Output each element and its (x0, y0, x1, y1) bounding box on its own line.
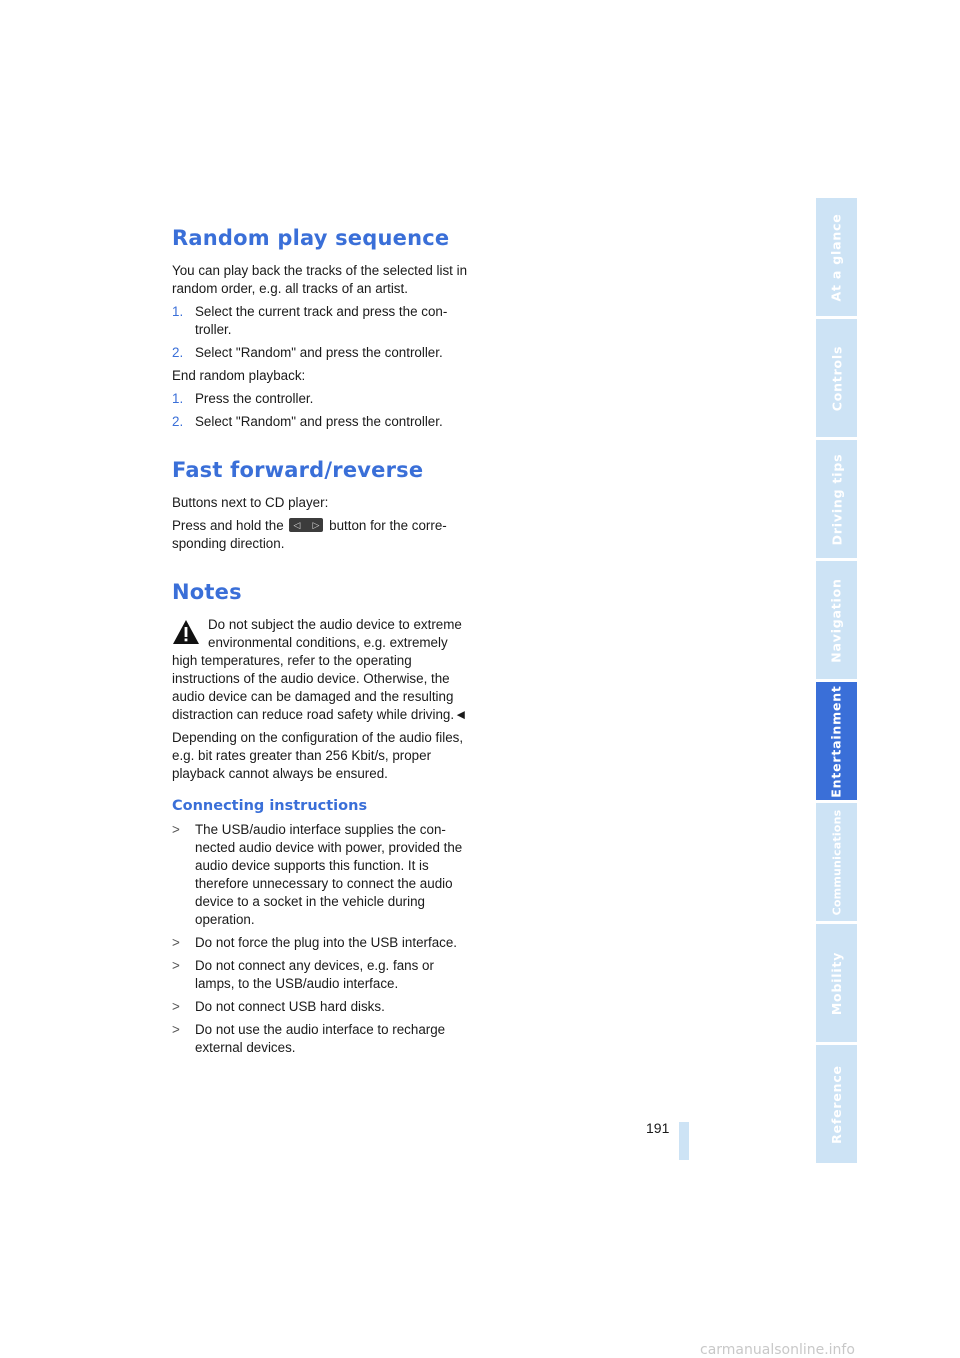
list-item: > Do not connect any devices, e.g. fans or lamps, to the USB/audio interface. (172, 958, 434, 991)
tab-navigation[interactable]: Navigation (816, 561, 857, 679)
fast-forward-heading: Fast forward/reverse (172, 458, 424, 482)
random-play-steps (172, 303, 472, 362)
connecting-heading: Connecting instructions (172, 798, 368, 814)
tab-entertainment[interactable]: Entertainment (816, 682, 857, 800)
list-item: 2. Select "Random" and press the controller. (172, 414, 443, 429)
page-content (172, 226, 472, 1062)
page-number: 191 (646, 1120, 670, 1136)
tab-driving-tips[interactable]: Driving tips (816, 440, 857, 558)
list-item: 2. Select "Random" and press the controller. (172, 345, 443, 360)
warning-icon (172, 619, 200, 645)
connecting-list (172, 821, 472, 1057)
notes-p2: Depending on the configuration of the audio files, e.g. bit rates greater than 256 Kbit/s, proper playback cannot always be ensured. (172, 730, 464, 781)
tab-controls[interactable]: Controls (816, 319, 857, 437)
end-mark: ◄ (454, 707, 468, 722)
tab-at-a-glance[interactable]: At a glance (816, 198, 857, 316)
list-item: > Do not use the audio interface to recharge external devices. (172, 1022, 446, 1055)
end-random-label: End random playback: (172, 368, 306, 383)
notes-warning: Do not subject the audio device to extreme environmental conditions, e.g. extremely high temperatures, refer to the operating instructions of the audio device. Otherwise, the audio device can be damaged and the resulting distraction can reduce road safety while driving.◄ (172, 617, 468, 722)
tab-mobility[interactable]: Mobility (816, 924, 857, 1042)
list-item: > The USB/audio interface supplies the connected audio device with power, provided the audio device supports this function. It is therefore unnecessary to connect the audio device to a socket in the vehicle during operation. (172, 822, 463, 927)
page-number-bar (679, 1122, 689, 1160)
notes-heading: Notes (172, 580, 242, 604)
chapter-tabs (816, 198, 857, 1166)
list-item: > Do not connect USB hard disks. (172, 999, 385, 1014)
watermark: carmanualsonline.info (700, 1342, 855, 1358)
random-play-heading: Random play sequence (172, 226, 450, 250)
seek-buttons-icon: ◁ ▷ (289, 518, 323, 532)
end-random-steps (172, 390, 472, 431)
list-item: 1. Select the current track and press the controller. (172, 304, 448, 337)
tab-reference[interactable]: Reference (816, 1045, 857, 1163)
tab-communications[interactable]: Communications (816, 803, 857, 921)
list-item: > Do not force the plug into the USB interface. (172, 935, 458, 950)
fast-forward-p1: Buttons next to CD player: (172, 495, 329, 510)
random-play-intro: You can play back the tracks of the selected list in random order, e.g. all tracks of an artist. (172, 263, 468, 296)
list-item: 1. Press the controller. (172, 391, 314, 406)
fast-forward-p2: Press and hold the ◁ ▷ button for the corresponding direction. (172, 518, 447, 551)
